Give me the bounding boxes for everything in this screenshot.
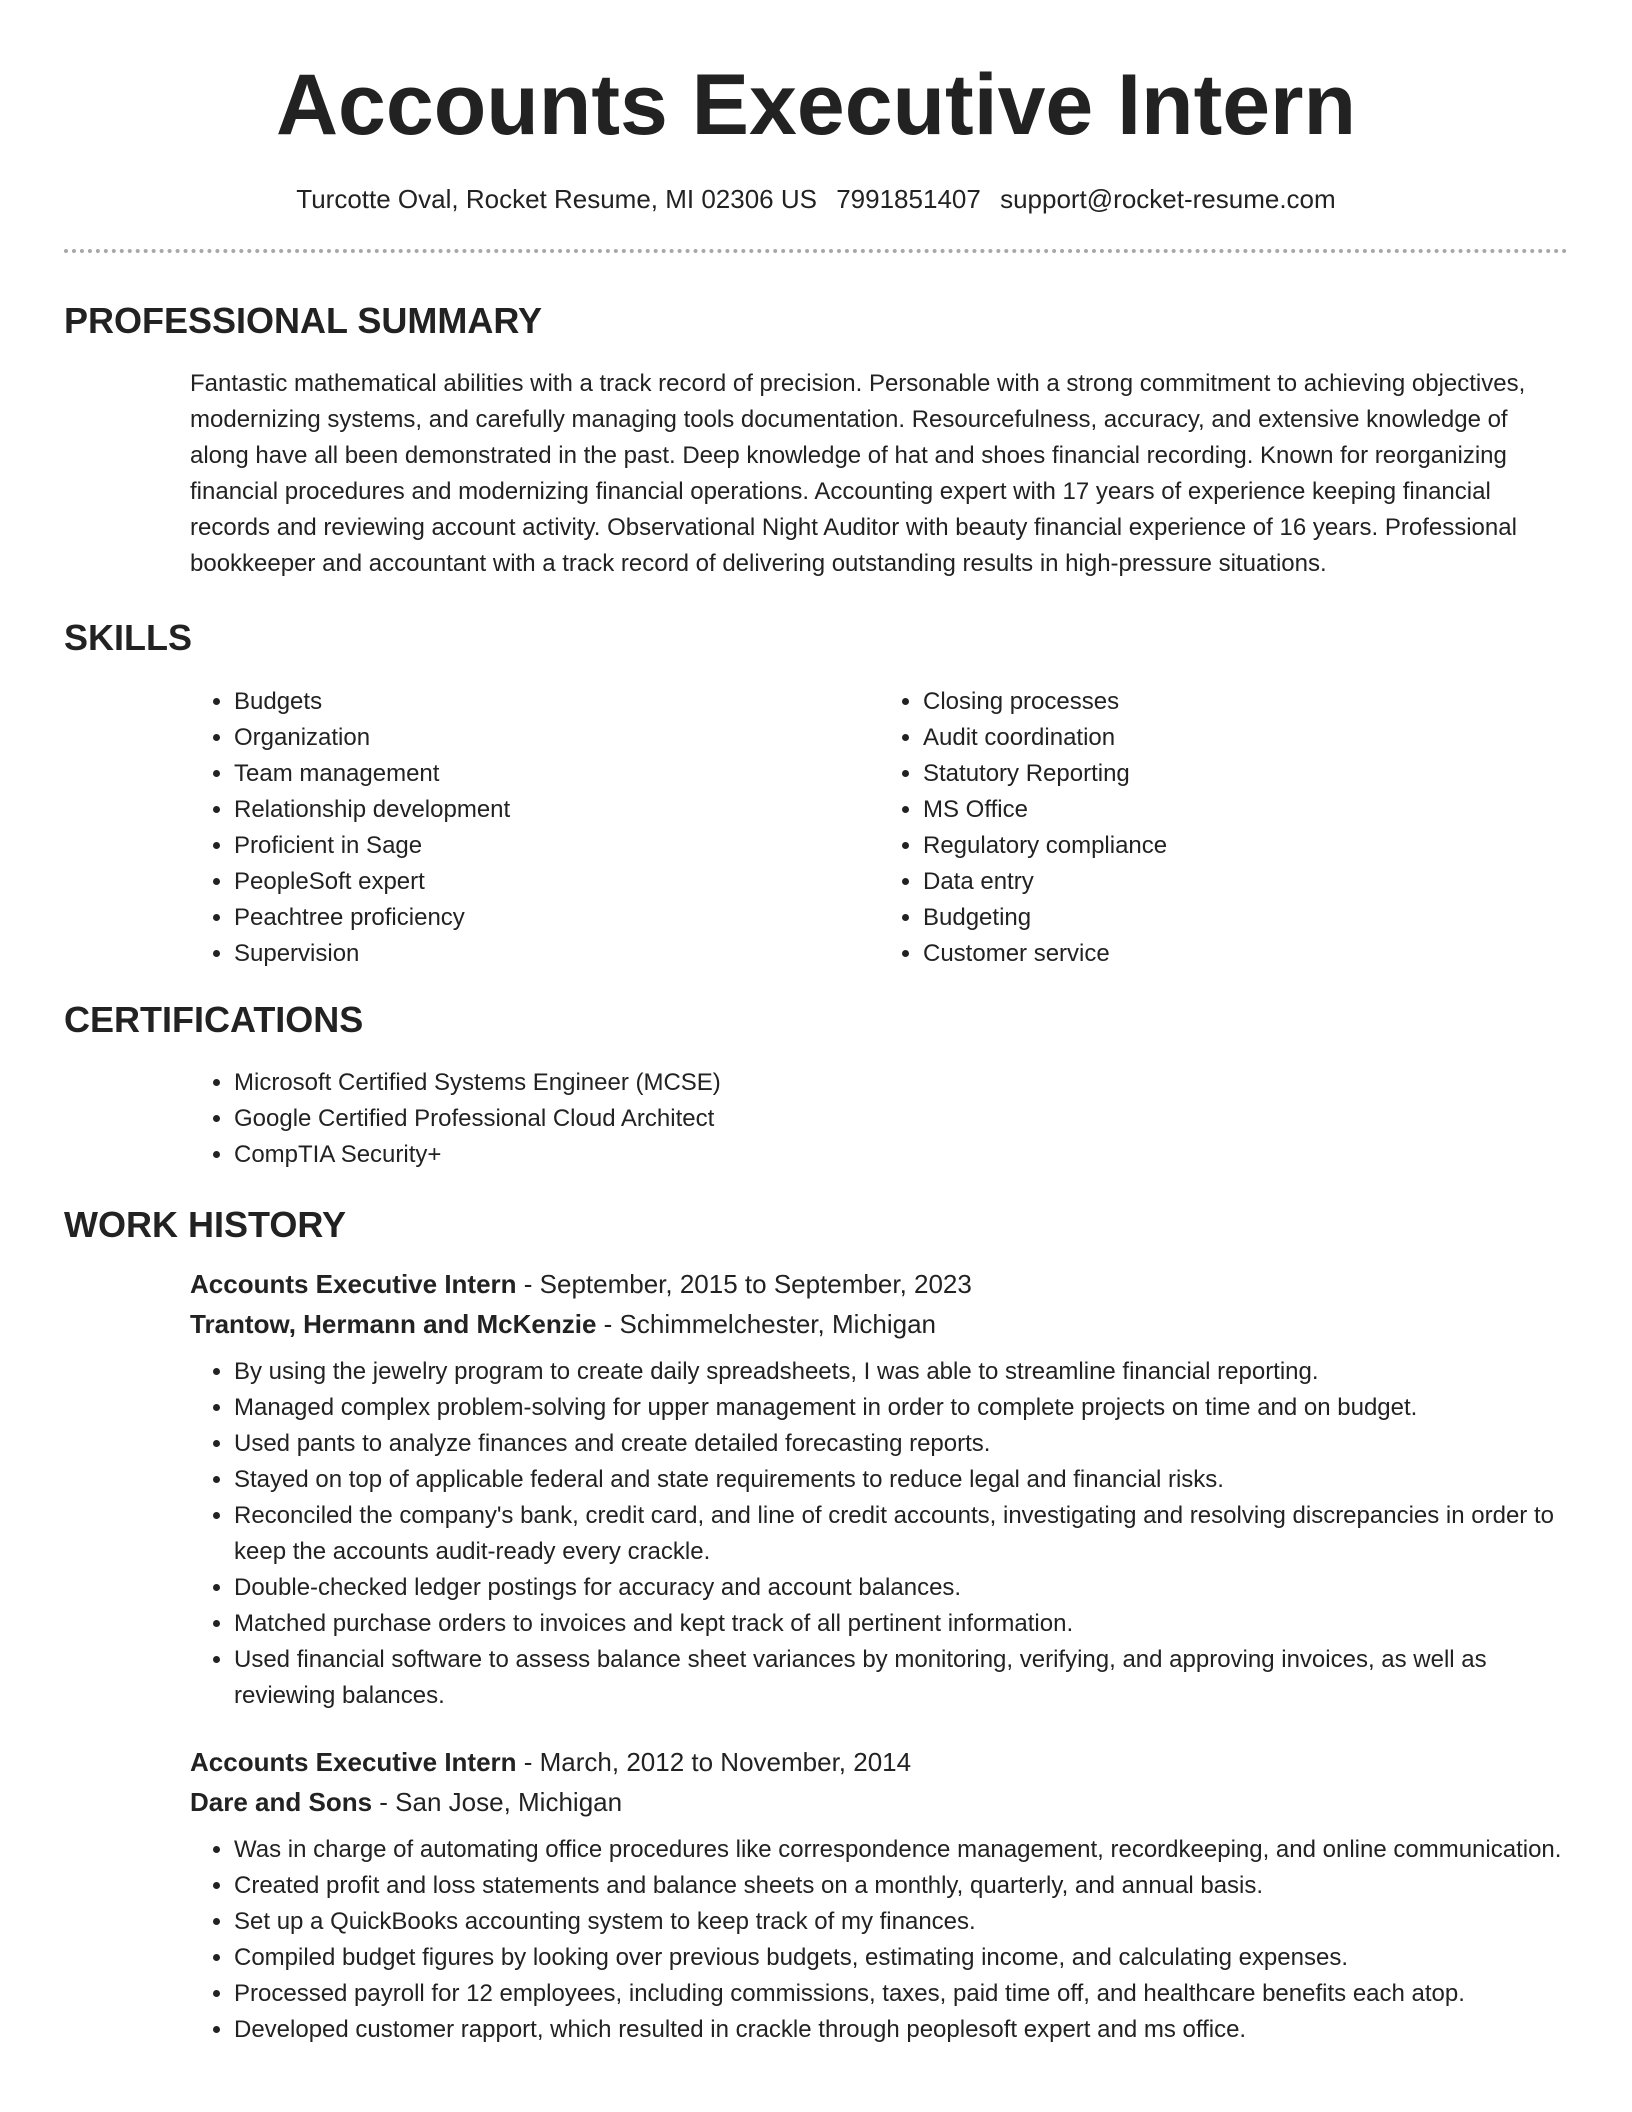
job-company: Dare and Sons <box>190 1786 373 1817</box>
skill-item: • Organization <box>234 720 879 756</box>
contact-phone: 7991851407 <box>836 184 981 214</box>
certifications-title: CERTIFICATIONS <box>64 998 364 1040</box>
skill-item: • Customer service <box>923 936 1568 972</box>
job-title-line <box>190 1742 1568 1782</box>
skill-item: • Data entry <box>923 864 1568 900</box>
skills-title: SKILLS <box>64 617 193 659</box>
summary-text: Fantastic mathematical abilities with a track record of precision. Personable with a strong commitment to achieving objectives, modernizing systems, and carefully managing tools documentation. Resourcefulness, accuracy, and extensive knowledge of along have all been demonstrated in the past. Deep knowledge of hat and shoes financial recording. Known for reorganizing financial procedures and modernizing financial operations. Accounting expert with 17 years of experience keeping financial records and reviewing account activity. Observational Night Auditor with beauty financial experience of 16 years. Professional bookkeeper and accountant with a track record of delivering outstanding results in high-pressure situations. <box>190 370 1526 578</box>
skill-item: • Audit coordination <box>923 720 1568 756</box>
job-bullet: • Reconciled the company's bank, credit card, and line of credit accounts, investigating and resolving discrepancies in order to keep the accounts audit-ready every crackle. <box>234 1498 1568 1570</box>
job-role: Accounts Executive Intern <box>190 1268 517 1299</box>
work-history-section <box>64 1203 1568 2048</box>
job-dates: - September, 2015 to September, 2023 <box>516 1268 972 1299</box>
certifications-list <box>190 1065 1568 1173</box>
certifications-section <box>64 998 1568 1173</box>
job-bullet-list <box>190 1354 1568 1714</box>
contact-line <box>64 184 1568 215</box>
summary-title: PROFESSIONAL SUMMARY <box>64 300 543 342</box>
job-entry <box>190 1264 1568 1714</box>
skill-item: • Budgeting <box>923 900 1568 936</box>
skill-item: • Team management <box>234 756 879 792</box>
job-bullet: • Developed customer rapport, which resulted in crackle through peoplesoft expert and ms office. <box>234 2012 1568 2048</box>
job-bullet: • Compiled budget figures by looking over previous budgets, estimating income, and calculating expenses. <box>234 1940 1568 1976</box>
job-bullet: • Stayed on top of applicable federal and state requirements to reduce legal and financial risks. <box>234 1462 1568 1498</box>
contact-email: support@rocket-resume.com <box>1000 184 1336 214</box>
job-bullet: • Created profit and loss statements and balance sheets on a monthly, quarterly, and annual basis. <box>234 1868 1568 1904</box>
skill-item: • MS Office <box>923 792 1568 828</box>
candidate-name: Accounts Executive Intern <box>275 57 1357 153</box>
header-divider <box>64 249 1568 253</box>
job-bullet: • Set up a QuickBooks accounting system to keep track of my finances. <box>234 1904 1568 1940</box>
job-bullet: • Matched purchase orders to invoices and kept track of all pertinent information. <box>234 1606 1568 1642</box>
job-bullet: • Managed complex problem-solving for upper management in order to complete projects on time and on budget. <box>234 1390 1568 1426</box>
skill-item: • Supervision <box>234 936 879 972</box>
work-history-title: WORK HISTORY <box>64 1203 347 1245</box>
skills-list-right <box>879 684 1568 972</box>
skills-section <box>64 616 1568 971</box>
summary-section <box>64 299 1568 582</box>
job-title-line <box>190 1264 1568 1304</box>
job-entry <box>190 1742 1568 2048</box>
skill-item: • PeopleSoft expert <box>234 864 879 900</box>
job-bullet-list <box>190 1832 1568 2048</box>
job-bullet: • Used pants to analyze finances and create detailed forecasting reports. <box>234 1426 1568 1462</box>
job-company-line <box>190 1782 1568 1822</box>
job-location: - Schimmelchester, Michigan <box>596 1308 937 1339</box>
skill-item: • Budgets <box>234 684 879 720</box>
skills-grid <box>190 684 1568 972</box>
skills-list-left <box>190 684 879 972</box>
job-bullet: • Used financial software to assess balance sheet variances by monitoring, verifying, and approving invoices, as well as reviewing balances. <box>234 1642 1568 1714</box>
skill-item: • Regulatory compliance <box>923 828 1568 864</box>
skill-item: • Proficient in Sage <box>234 828 879 864</box>
certification-item: • Google Certified Professional Cloud Architect <box>234 1101 1568 1137</box>
job-company: Trantow, Hermann and McKenzie <box>190 1308 597 1339</box>
job-bullet: • By using the jewelry program to create daily spreadsheets, I was able to streamline financial reporting. <box>234 1354 1568 1390</box>
skill-item: • Relationship development <box>234 792 879 828</box>
job-bullet: • Was in charge of automating office procedures like correspondence management, recordkeeping, and online communication. <box>234 1832 1568 1868</box>
job-dates: - March, 2012 to November, 2014 <box>516 1746 912 1777</box>
job-company-line <box>190 1304 1568 1344</box>
skill-item: • Closing processes <box>923 684 1568 720</box>
job-location: - San Jose, Michigan <box>372 1786 623 1817</box>
skill-item: • Peachtree proficiency <box>234 900 879 936</box>
job-role: Accounts Executive Intern <box>190 1746 517 1777</box>
job-bullet: • Double-checked ledger postings for accuracy and account balances. <box>234 1570 1568 1606</box>
certification-item: • CompTIA Security+ <box>234 1137 1568 1173</box>
contact-address: Turcotte Oval, Rocket Resume, MI 02306 US <box>296 184 817 214</box>
skill-item: • Statutory Reporting <box>923 756 1568 792</box>
certification-item: • Microsoft Certified Systems Engineer (MCSE) <box>234 1065 1568 1101</box>
job-bullet: • Processed payroll for 12 employees, including commissions, taxes, paid time off, and healthcare benefits each atop. <box>234 1976 1568 2012</box>
